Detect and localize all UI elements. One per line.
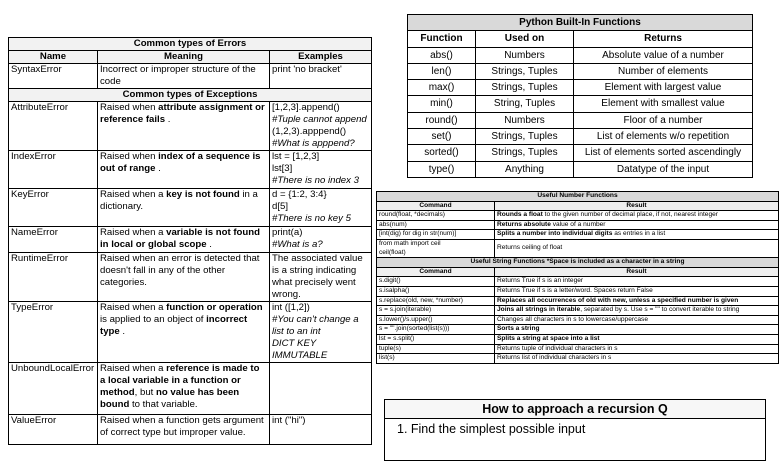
error-example: lst = [1,2,3] lst[3] #There is no index 3	[270, 151, 372, 189]
builtin-used-on: String, Tuples	[476, 96, 574, 112]
builtin-function: max()	[408, 80, 476, 96]
builtins-header-returns: Returns	[574, 31, 753, 47]
errors-title: Common types of Errors	[9, 38, 372, 51]
builtin-used-on: Strings, Tuples	[476, 129, 574, 145]
function-row	[377, 277, 779, 287]
error-name: TypeError	[9, 302, 98, 363]
builtin-row	[408, 112, 753, 128]
function-row	[377, 325, 779, 335]
function-command: s.replace(old, new, *number)	[377, 296, 495, 306]
recursion-step: 1. Find the simplest possible input	[397, 422, 586, 436]
error-meaning: Raised when a reference is made to a local variable in a function or method, but no value has been bound to that variable.	[98, 363, 270, 415]
builtins-title: Python Built-In Functions	[408, 15, 753, 31]
function-command: abs(num)	[377, 220, 495, 230]
builtin-row	[408, 161, 753, 177]
builtin-row	[408, 63, 753, 79]
function-command: from math import ceil ceil(float)	[377, 239, 495, 257]
recursion-box	[384, 399, 766, 461]
function-row	[377, 354, 779, 364]
function-command: tuple(s)	[377, 344, 495, 354]
number-header-result: Result	[495, 201, 779, 211]
error-meaning: Raised when an error is detected that doesn't fall in any of the other categories.	[98, 253, 270, 302]
builtin-returns: Element with largest value	[574, 80, 753, 96]
error-name: KeyError	[9, 189, 98, 227]
error-name: SyntaxError	[9, 64, 98, 89]
builtin-returns: List of elements sorted ascendingly	[574, 145, 753, 161]
string-header-result: Result	[495, 267, 779, 277]
function-row	[377, 230, 779, 240]
recursion-title: How to approach a recursion Q	[385, 400, 765, 419]
function-row	[377, 211, 779, 221]
number-header-command: Command	[377, 201, 495, 211]
builtin-functions-table	[407, 14, 753, 178]
builtin-row	[408, 96, 753, 112]
builtin-row	[408, 47, 753, 63]
builtin-used-on: Numbers	[476, 112, 574, 128]
error-example: [1,2,3].append() #Tuple cannot append (1,2,3).apppend() #What is apppend?	[270, 102, 372, 151]
function-result: Returns absolute value of a number	[495, 220, 779, 230]
function-row	[377, 296, 779, 306]
builtin-row	[408, 80, 753, 96]
function-result: Rounds a float to the given number of decimal place, if not, nearest integer	[495, 211, 779, 221]
function-command: s = s.join(iterable)	[377, 306, 495, 316]
number-functions-title: Useful Number Functions	[377, 192, 779, 202]
function-result: Returns tuple of individual characters in s	[495, 344, 779, 354]
errors-table	[8, 37, 372, 445]
function-row	[377, 220, 779, 230]
error-meaning: Raised when a variable is not found in local or global scope .	[98, 227, 270, 253]
function-command: round(float, *decimals)	[377, 211, 495, 221]
error-example: int ("hi")	[270, 415, 372, 445]
string-header-command: Command	[377, 267, 495, 277]
builtin-returns: Element with smallest value	[574, 96, 753, 112]
builtin-used-on: Strings, Tuples	[476, 80, 574, 96]
function-result: Joins all strings in iterable, separated by s. Use s = "" to convert iterable to string	[495, 306, 779, 316]
error-name: IndexError	[9, 151, 98, 189]
error-name: UnboundLocalError	[9, 363, 98, 415]
function-result: Sorts a string	[495, 325, 779, 335]
error-example: print 'no bracket'	[270, 64, 372, 89]
function-command: [int(dig) for dig in str(num)]	[377, 230, 495, 240]
builtins-header-used-on: Used on	[476, 31, 574, 47]
function-result: Splits a number into individual digits as entries in a list	[495, 230, 779, 240]
builtin-used-on: Numbers	[476, 47, 574, 63]
error-example: int ([1,2]) #You can't change a list to an int DICT KEY IMMUTABLE	[270, 302, 372, 363]
builtin-returns: Floor of a number	[574, 112, 753, 128]
error-name: RuntimeError	[9, 253, 98, 302]
error-meaning: Raised when attribute assignment or reference fails .	[98, 102, 270, 151]
function-row	[377, 315, 779, 325]
error-meaning: Incorrect or improper structure of the code	[98, 64, 270, 89]
error-example: d = {1:2, 3:4} d[5] #There is no key 5	[270, 189, 372, 227]
builtin-function: type()	[408, 161, 476, 177]
exceptions-title: Common types of Exceptions	[9, 89, 372, 102]
function-result: Returns list of individual characters in s	[495, 354, 779, 364]
error-example: print(a) #What is a?	[270, 227, 372, 253]
builtin-returns: Absolute value of a number	[574, 47, 753, 63]
function-result: Changes all characters in s to lowercase/uppercase	[495, 315, 779, 325]
errors-header-name: Name	[9, 51, 98, 64]
function-command: s.lower()/s.upper()	[377, 315, 495, 325]
builtin-function: sorted()	[408, 145, 476, 161]
function-command: s.isalpha()	[377, 286, 495, 296]
function-command: list(s)	[377, 354, 495, 364]
errors-header-meaning: Meaning	[98, 51, 270, 64]
error-meaning: Raised when index of a sequence is out of range .	[98, 151, 270, 189]
function-result: Splits a string at space into a list	[495, 334, 779, 344]
errors-header-examples: Examples	[270, 51, 372, 64]
builtin-used-on: Anything	[476, 161, 574, 177]
builtin-function: set()	[408, 129, 476, 145]
function-command: lst = s.split()	[377, 334, 495, 344]
error-name: AttributeError	[9, 102, 98, 151]
function-result: Returns ceiling of float	[495, 239, 779, 257]
function-row	[377, 306, 779, 316]
builtin-used-on: Strings, Tuples	[476, 145, 574, 161]
function-row	[377, 239, 779, 257]
error-example	[270, 363, 372, 415]
function-row	[377, 344, 779, 354]
builtin-row	[408, 129, 753, 145]
error-name: ValueError	[9, 415, 98, 445]
builtin-returns: Number of elements	[574, 63, 753, 79]
error-meaning: Raised when a function or operation is applied to an object of incorrect type .	[98, 302, 270, 363]
builtin-returns: List of elements w/o repetition	[574, 129, 753, 145]
function-result: Returns True if s is an integer	[495, 277, 779, 287]
function-command: s = "".join(sorted(list(s)))	[377, 325, 495, 335]
function-result: Returns True if s is a letter/word. Spaces return False	[495, 286, 779, 296]
function-command: s.digit()	[377, 277, 495, 287]
builtin-function: abs()	[408, 47, 476, 63]
function-row	[377, 334, 779, 344]
builtin-row	[408, 145, 753, 161]
builtins-header-function: Function	[408, 31, 476, 47]
builtin-function: min()	[408, 96, 476, 112]
error-example: The associated value is a string indicating what precisely went wrong.	[270, 253, 372, 302]
useful-functions-table	[376, 191, 779, 364]
error-name: NameError	[9, 227, 98, 253]
builtin-function: round()	[408, 112, 476, 128]
builtin-used-on: Strings, Tuples	[476, 63, 574, 79]
error-meaning: Raised when a key is not found in a dictionary.	[98, 189, 270, 227]
builtin-function: len()	[408, 63, 476, 79]
builtin-returns: Datatype of the input	[574, 161, 753, 177]
string-functions-title: Useful String Functions *Space is included as a character in a string	[377, 258, 779, 268]
function-row	[377, 286, 779, 296]
error-meaning: Raised when a function gets argument of correct type but improper value.	[98, 415, 270, 445]
function-result: Replaces all occurrences of old with new, unless a specified number is given	[495, 296, 779, 306]
